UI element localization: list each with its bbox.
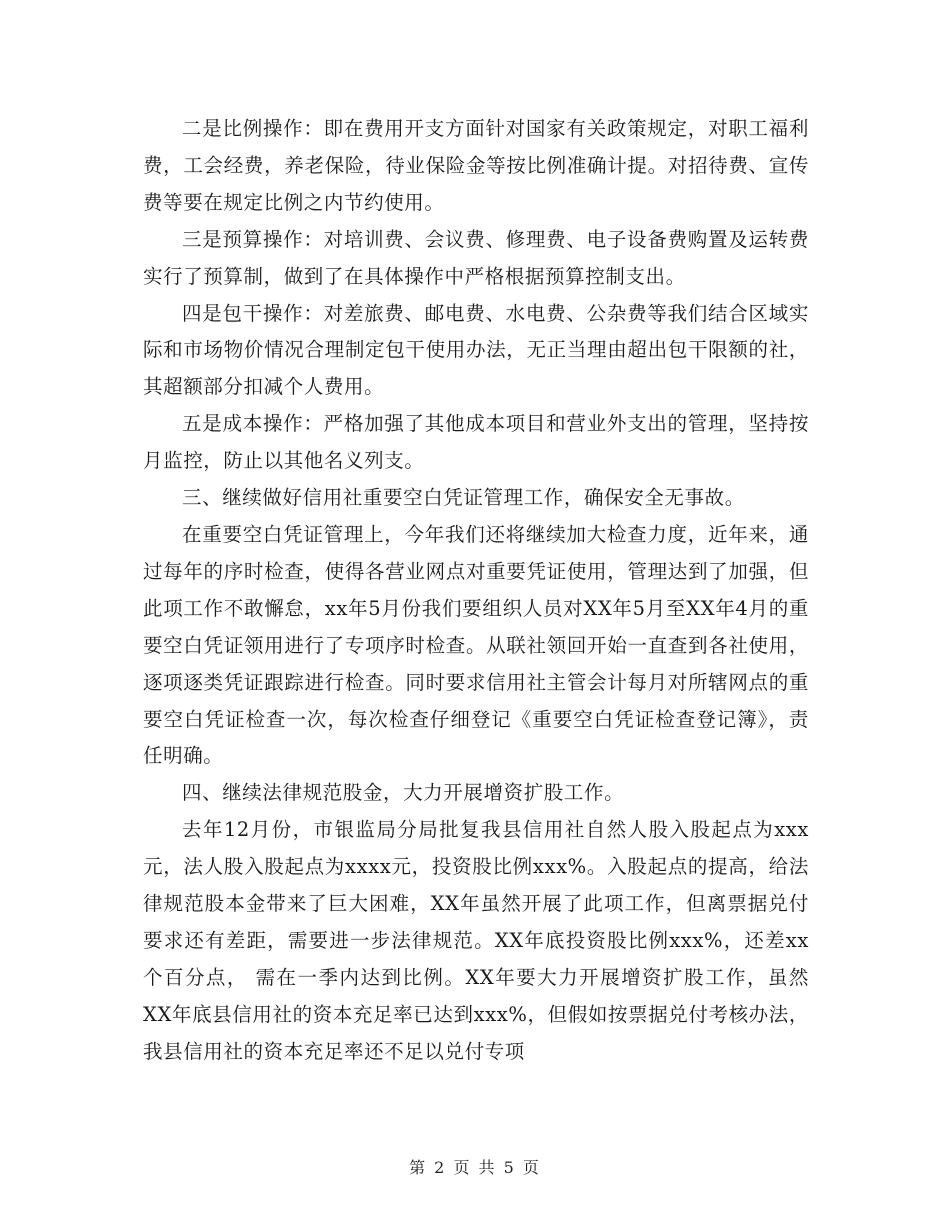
paragraph-cost-operation: 五是成本操作：严格加强了其他成本项目和营业外支出的管理，坚持按月监控，防止以其他名义列支。 [143,412,809,473]
section-heading-blank-voucher: 三、继续做好信用社重要空白凭证管理工作，确保安全无事故。 [182,486,745,510]
paragraph-blank-voucher-management: 在重要空白凭证管理上，今年我们还将继续加大检查力度，近年来，通过每年的序时检查，使得各营业网点对重要凭证使用，管理达到了加强，但此项工作不敢懈怠，xx年5月份我们要组织人员对XX年5月至XX年4月的重要空白凭证领用进行了专项序时检查。从联社领回开始一直查到各社使用，逐项逐类凭证跟踪进行检查。同时要求信用社主管会计每月对所辖网点的重要空白凭证检查一次，每次检查仔细登记《重要空白凭证检查登记簿》，责任明确。 [143,522,809,768]
section-heading-share-capital: 四、继续法律规范股金，大力开展增资扩股工作。 [182,781,625,805]
paragraph-ratio-operation: 二是比例操作：即在费用开支方面针对国家有关政策规定，对职工福利费，工会经费，养老保险，待业保险金等按比例准确计提。对招待费、宣传费等要在规定比例之内节约使用。 [143,117,809,214]
paragraph-share-capital: 去年12月份，市银监局分局批复我县信用社自然人股入股起点为xxx元，法人股入股起点为xxxx元，投资股比例xxx%。入股起点的提高，给法律规范股本金带来了巨大困难，XX年虽然开展了此项工作，但离票据兑付要求还有差距，需要进一步法律规范。XX年底投资股比例xxx%，还差xx个百分点， 需在一季内达到比例。XX年要大力开展增资扩股工作，虽然XX年底县信用社的资本充足率已达到xxx%，但假如按票据兑付考核办法，我县信用社的资本充足率还不足以兑付专项 [143,818,809,1063]
document-body [143,111,809,1071]
paragraph-budget-operation: 三是预算操作：对培训费、会议费、修理费、电子设备费购置及运转费实行了预算制，做到了在具体操作中严格根据预算控制支出。 [143,227,809,288]
page-number-footer: 第 2 页 共 5 页 [409,1158,541,1177]
paragraph-contract-operation: 四是包干操作：对差旅费、邮电费、水电费、公杂费等我们结合区域实际和市场物价情况合理制定包干使用办法，无正当理由超出包干限额的社，其超额部分扣减个人费用。 [143,301,809,399]
